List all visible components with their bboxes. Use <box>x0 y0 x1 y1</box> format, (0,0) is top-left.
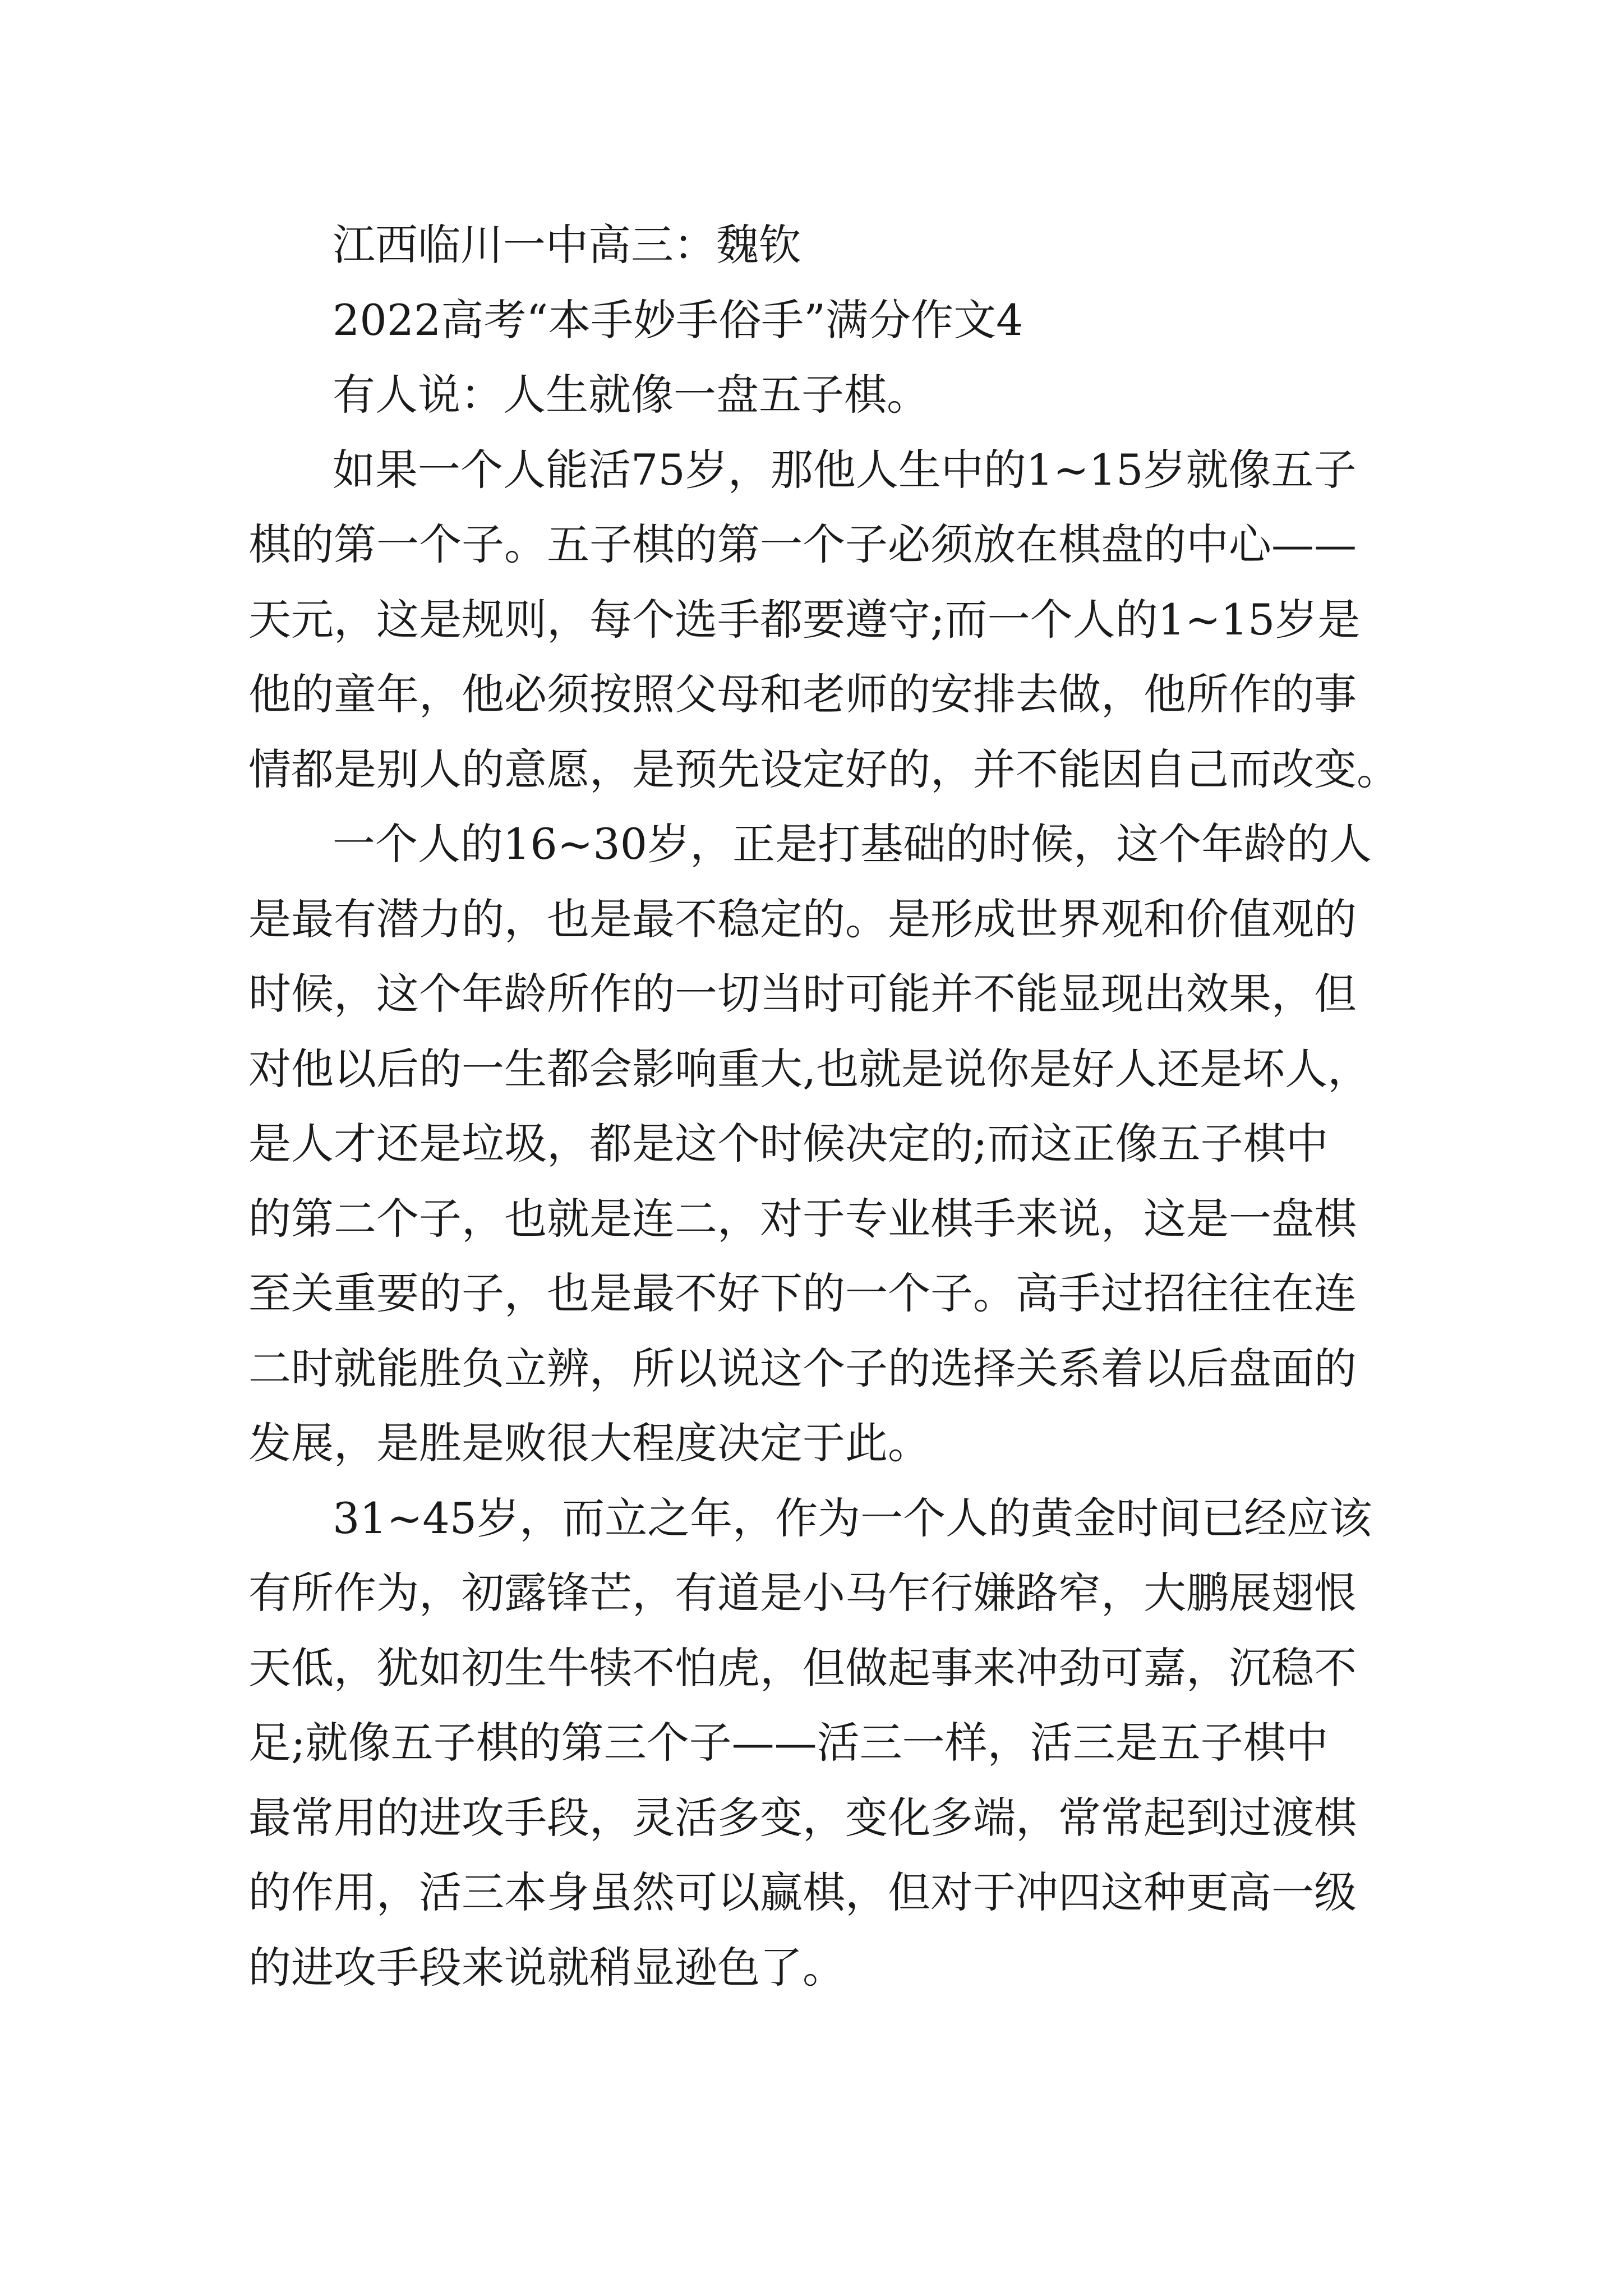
paragraph-2-line-5: 情都是别人的意愿，是预先设定好的，并不能因自己而改变。 <box>248 744 1399 794</box>
paragraph-3-line-3: 时候，这个年龄所作的一切当时可能并不能显现出效果，但 <box>248 969 1357 1019</box>
paragraph-4-line-6: 的作用，活三本身虽然可以赢棋，但对于冲四这种更高一级 <box>248 1867 1357 1917</box>
paragraph-3-line-8: 二时就能胜负立辨，所以说这个子的选择关系着以后盘面的 <box>248 1343 1357 1393</box>
paragraph-4-line-1: 31~45岁，而立之年，作为一个人的黄金时间已经应该 <box>333 1493 1372 1543</box>
paragraph-3-line-1: 一个人的16~30岁，正是打基础的时候，这个年龄的人 <box>333 819 1372 869</box>
paragraph-3-line-7: 至关重要的子，也是最不好下的一个子。高手过招往往在连 <box>248 1268 1357 1318</box>
essay-title: 2022高考“本手妙手俗手”满分作文4 <box>333 295 1023 345</box>
paragraph-2-line-3: 天元，这是规则，每个选手都要遵守;而一个人的1~15岁是 <box>248 594 1361 645</box>
paragraph-3-line-9: 发展，是胜是败很大程度决定于此。 <box>248 1418 930 1468</box>
document-body <box>248 208 1399 2005</box>
paragraph-2-line-1: 如果一个人能活75岁，那他人生中的1~15岁就像五子 <box>333 444 1357 495</box>
paragraph-1-line-1: 有人说：人生就像一盘五子棋。 <box>333 370 929 420</box>
paragraph-2-line-2: 棋的第一个子。五子棋的第一个子必须放在棋盘的中心—— <box>248 519 1357 569</box>
paragraph-3-line-4: 对他以后的一生都会影响重大,也就是说你是好人还是坏人， <box>248 1043 1371 1094</box>
author-line: 江西临川一中高三：魏钦 <box>333 220 801 270</box>
paragraph-4-line-5: 最常用的进攻手段，灵活多变，变化多端，常常起到过渡棋 <box>248 1792 1357 1843</box>
paragraph-4-line-3: 天低，犹如初生牛犊不怕虎，但做起事来冲劲可嘉，沉稳不 <box>248 1642 1357 1693</box>
paragraph-3-line-5: 是人才还是垃圾，都是这个时候决定的;而这正像五子棋中 <box>248 1119 1329 1168</box>
paragraph-3-line-2: 是最有潜力的，也是最不稳定的。是形成世界观和价值观的 <box>248 894 1357 944</box>
paragraph-4-line-2: 有所作为，初露锋芒，有道是小马乍行嫌路窄，大鹏展翅恨 <box>248 1568 1357 1618</box>
paragraph-4-line-7: 的进攻手段来说就稍显逊色了。 <box>248 1942 845 1993</box>
paragraph-4-line-4: 足;就像五子棋的第三个子——活三一样，活三是五子棋中 <box>248 1718 1329 1768</box>
paragraph-3-line-6: 的第二个子，也就是连二，对于专业棋手来说，这是一盘棋 <box>248 1193 1357 1244</box>
paragraph-2-line-4: 他的童年，他必须按照父母和老师的安排去做，他所作的事 <box>248 669 1357 719</box>
